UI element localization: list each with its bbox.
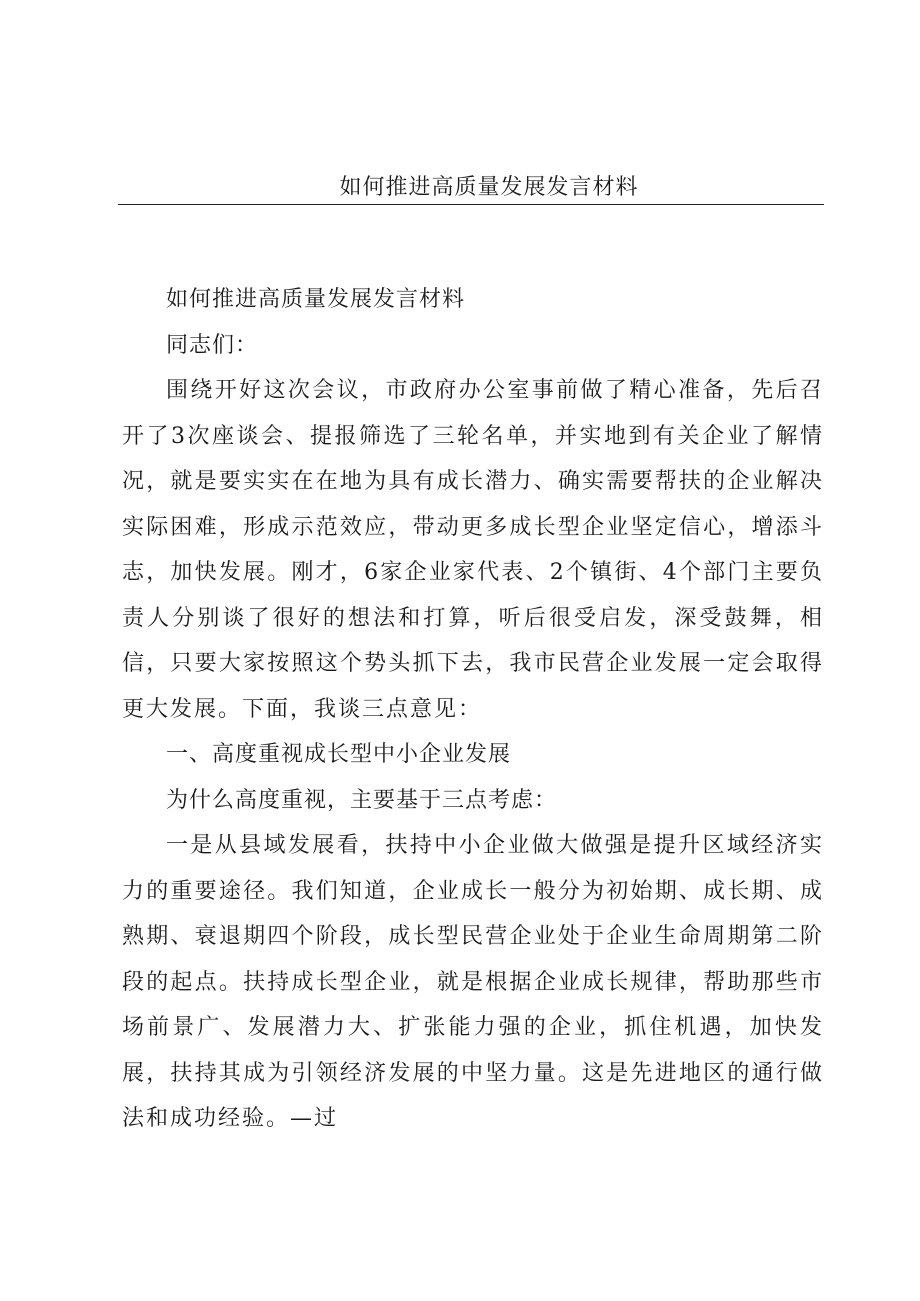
section-heading-1: 一、高度重视成长型中小企业发展: [166, 742, 512, 767]
salutation: 同志们：: [166, 332, 259, 358]
section-lead: 为什么高度重视，主要基于三点考虑：: [166, 787, 558, 813]
point-one-paragraph: 一是从县域发展看，扶持中小企业做大做强是提升区域经济实力的重要途径。我们知道，企业成长一般分为初始期、成长期、成熟期、衰退期四个阶段，成长型民营企业处于企业生命周期第二阶段的起点。扶持成长型企业，就是根据企业成长规律，帮助那些市场前景广、发展潜力大、扩张能力强的企业，抓住机遇，加快发展，扶持其成为引领经济发展的中坚力量。这是先进地区的通行做法和成功经验。—过: [122, 833, 824, 1131]
intro-paragraph: 围绕开好这次会议，市政府办公室事前做了精心准备，先后召开了3次座谈会、提报筛选了三轮名单，并实地到有关企业了解情况，就是要实实在在地为具有成长潜力、确实需要帮扶的企业解决实际困难，形成示范效应，带动更多成长型企业坚定信心，增添斗志，加快发展。刚才，6家企业家代表、2个镇街、4个部门主要负责人分别谈了很好的想法和打算，听后很受启发，深受鼓舞，相信，只要大家按照这个势头抓下去，我市民营企业发展一定会取得更大发展。下面，我谈三点意见：: [122, 378, 824, 722]
page-header: [118, 170, 824, 205]
header-title: 如何推进高质量发展发言材料: [339, 175, 639, 200]
document-body: [122, 277, 824, 1142]
doc-title-line: 如何推进高质量发展发言材料: [166, 287, 466, 312]
